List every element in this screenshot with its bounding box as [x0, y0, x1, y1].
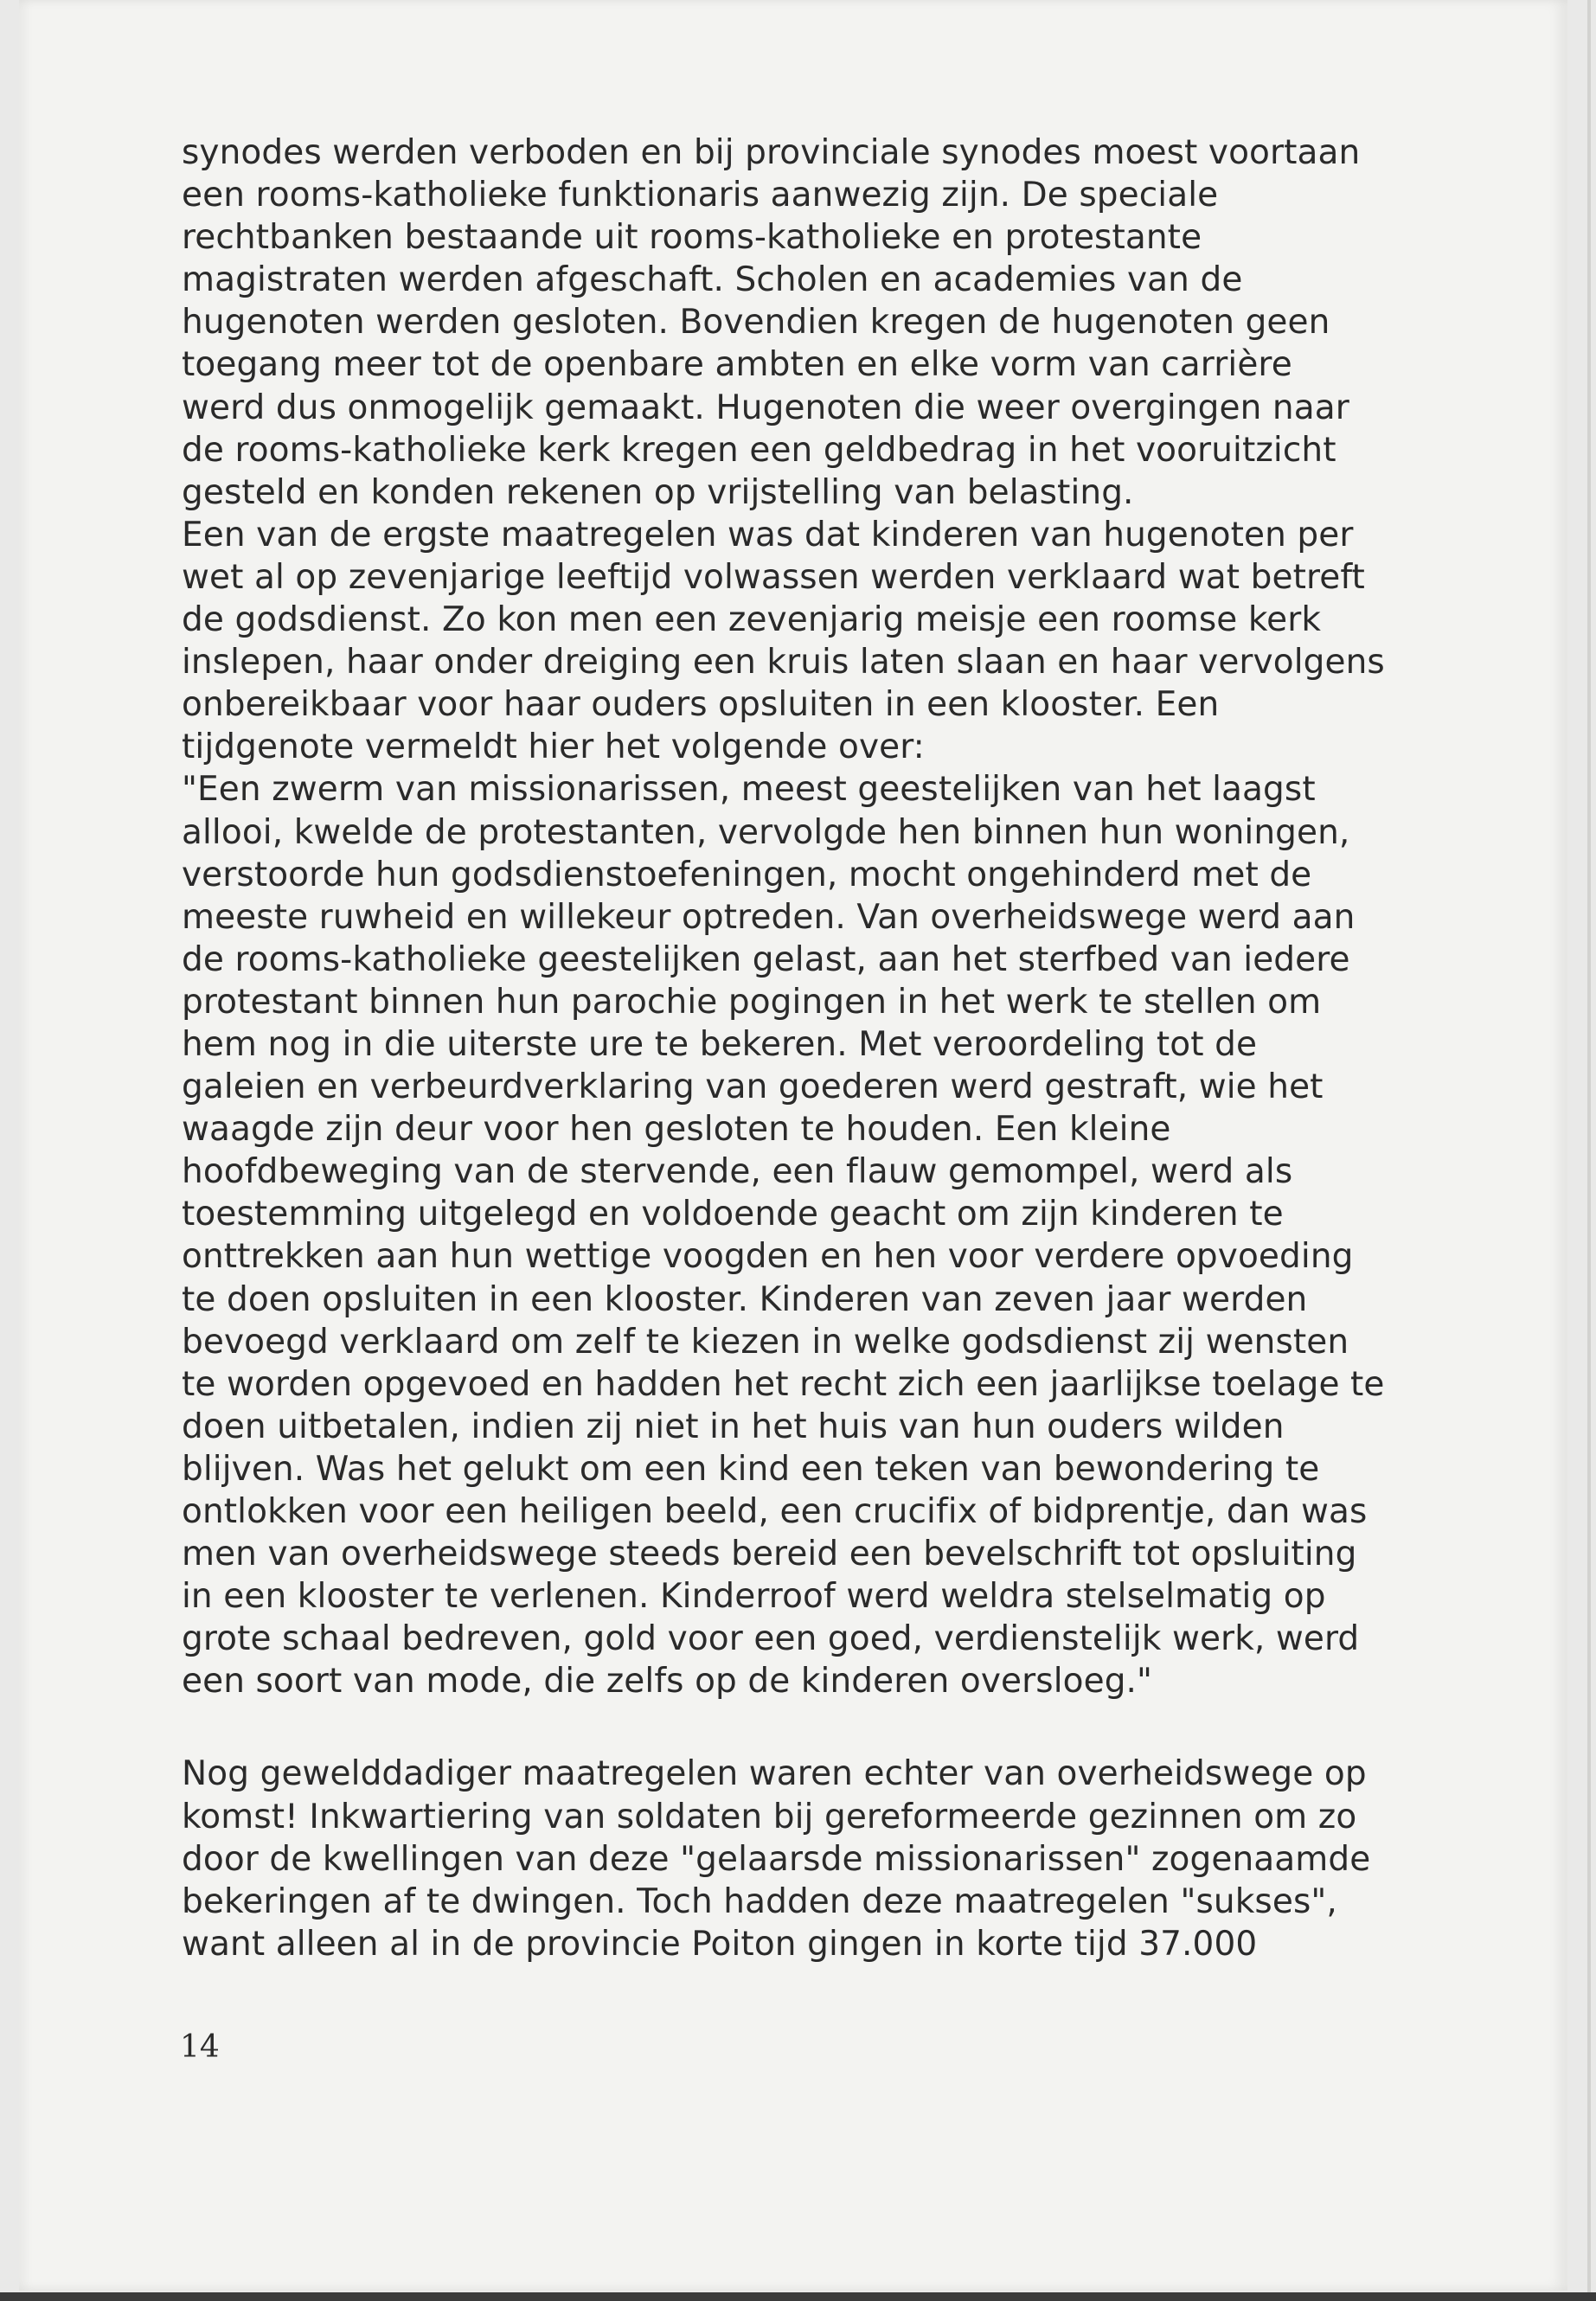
text-line: hoofdbeweging van de stervende, een flauw gemompel, werd als	[182, 1152, 1293, 1192]
text-line: hugenoten werden gesloten. Bovendien kregen de hugenoten geen	[182, 303, 1330, 343]
text-line: de rooms-katholieke geestelijken gelast, aan het sterfbed van iedere	[182, 939, 1350, 979]
text-line: grote schaal bedreven, gold voor een goed, verdienstelijk werk, werd	[182, 1619, 1360, 1659]
text-line: galeien en verbeurdverklaring van goederen werd gestraft, wie het	[182, 1067, 1324, 1107]
text-line: de rooms-katholieke kerk kregen een geldbedrag in het vooruitzicht	[182, 430, 1336, 470]
text-line: verstoorde hun godsdienstoefeningen, mocht ongehinderd met de	[182, 855, 1312, 894]
text-line: tijdgenote vermeldt hier het volgende over:	[182, 727, 925, 767]
text-line: blijven. Was het gelukt om een kind een teken van bewondering te	[182, 1449, 1320, 1489]
text-line: Nog gewelddadiger maatregelen waren echter van overheidswege op	[182, 1754, 1367, 1794]
text-line: door de kwellingen van deze "gelaarsde missionarissen" zogenaamde	[182, 1839, 1371, 1879]
text-line: werd dus onmogelijk gemaakt. Hugenoten die weer overgingen naar	[182, 388, 1349, 427]
quotation	[182, 768, 1393, 1702]
text-line: toestemming uitgelegd en voldoende geacht om zijn kinderen te	[182, 1195, 1284, 1234]
text-line: te doen opsluiten in een klooster. Kinderen van zeven jaar werden	[182, 1279, 1308, 1319]
paragraph-1	[182, 131, 1393, 514]
text-line: wet al op zevenjarige leeftijd volwassen werden verklaard wat betreft	[182, 557, 1365, 597]
page-number: 14	[180, 2029, 220, 2065]
text-line: een soort van mode, die zelfs op de kinderen oversloeg."	[182, 1662, 1153, 1702]
text-line: synodes werden verboden en bij provinciale synodes moest voortaan	[182, 133, 1361, 172]
body-text	[182, 131, 1393, 1965]
text-line: meeste ruwheid en willekeur optreden. Van overheidswege werd aan	[182, 897, 1356, 937]
page-edge	[1587, 0, 1591, 2301]
text-line: want alleen al in de provincie Poiton gingen in korte tijd 37.000	[182, 1924, 1258, 1964]
text-line: onttrekken aan hun wettige voogden en hen voor verdere opvoeding	[182, 1237, 1354, 1277]
text-line: een rooms-katholieke funktionaris aanwezig zijn. De speciale	[182, 176, 1219, 215]
text-line: onbereikbaar voor haar ouders opsluiten in een klooster. Een	[182, 685, 1220, 725]
text-line: ontlokken voor een heiligen beeld, een crucifix of bidprentje, dan was	[182, 1492, 1368, 1531]
text-line: doen uitbetalen, indien zij niet in het huis van hun ouders wilden	[182, 1407, 1285, 1446]
text-line: te worden opgevoed en hadden het recht zich een jaarlijkse toelage te	[182, 1364, 1385, 1404]
paragraph-2	[182, 514, 1393, 769]
text-line: hem nog in die uiterste ure te bekeren. Met veroordeling tot de	[182, 1024, 1258, 1064]
text-line: bevoegd verklaard om zelf te kiezen in welke godsdienst zij wensten	[182, 1322, 1349, 1362]
paragraph-3	[182, 1753, 1393, 1965]
text-line: men van overheidswege steeds bereid een bevelschrift tot opsluiting	[182, 1535, 1357, 1574]
bottom-border	[0, 2292, 1596, 2301]
text-line: bekeringen af te dwingen. Toch hadden deze maatregelen "sukses",	[182, 1881, 1337, 1921]
text-line: in een klooster te verlenen. Kinderroof werd weldra stelselmatig op	[182, 1577, 1326, 1617]
text-line: "Een zwerm van missionarissen, meest geestelijken van het laagst	[182, 770, 1316, 810]
text-line: inslepen, haar onder dreiging een kruis laten slaan en haar vervolgens	[182, 643, 1385, 683]
text-line: rechtbanken bestaande uit rooms-katholieke en protestante	[182, 218, 1202, 258]
text-line: komst! Inkwartiering van soldaten bij gereformeerde gezinnen om zo	[182, 1797, 1357, 1836]
text-line: magistraten werden afgeschaft. Scholen en academies van de	[182, 260, 1243, 300]
text-line: toegang meer tot de openbare ambten en elke vorm van carrière	[182, 345, 1292, 385]
text-line: allooi, kwelde de protestanten, vervolgde hen binnen hun woningen,	[182, 812, 1350, 852]
text-line: gesteld en konden rekenen op vrijstelling van belasting.	[182, 472, 1134, 512]
text-line: protestant binnen hun parochie pogingen in het werk te stellen om	[182, 982, 1322, 1022]
text-line: waagde zijn deur voor hen gesloten te houden. Een kleine	[182, 1110, 1171, 1150]
text-line: Een van de ergste maatregelen was dat kinderen van hugenoten per	[182, 515, 1354, 554]
paragraph-gap	[182, 1702, 1393, 1753]
text-line: de godsdienst. Zo kon men een zevenjarig meisje een roomse kerk	[182, 600, 1322, 640]
